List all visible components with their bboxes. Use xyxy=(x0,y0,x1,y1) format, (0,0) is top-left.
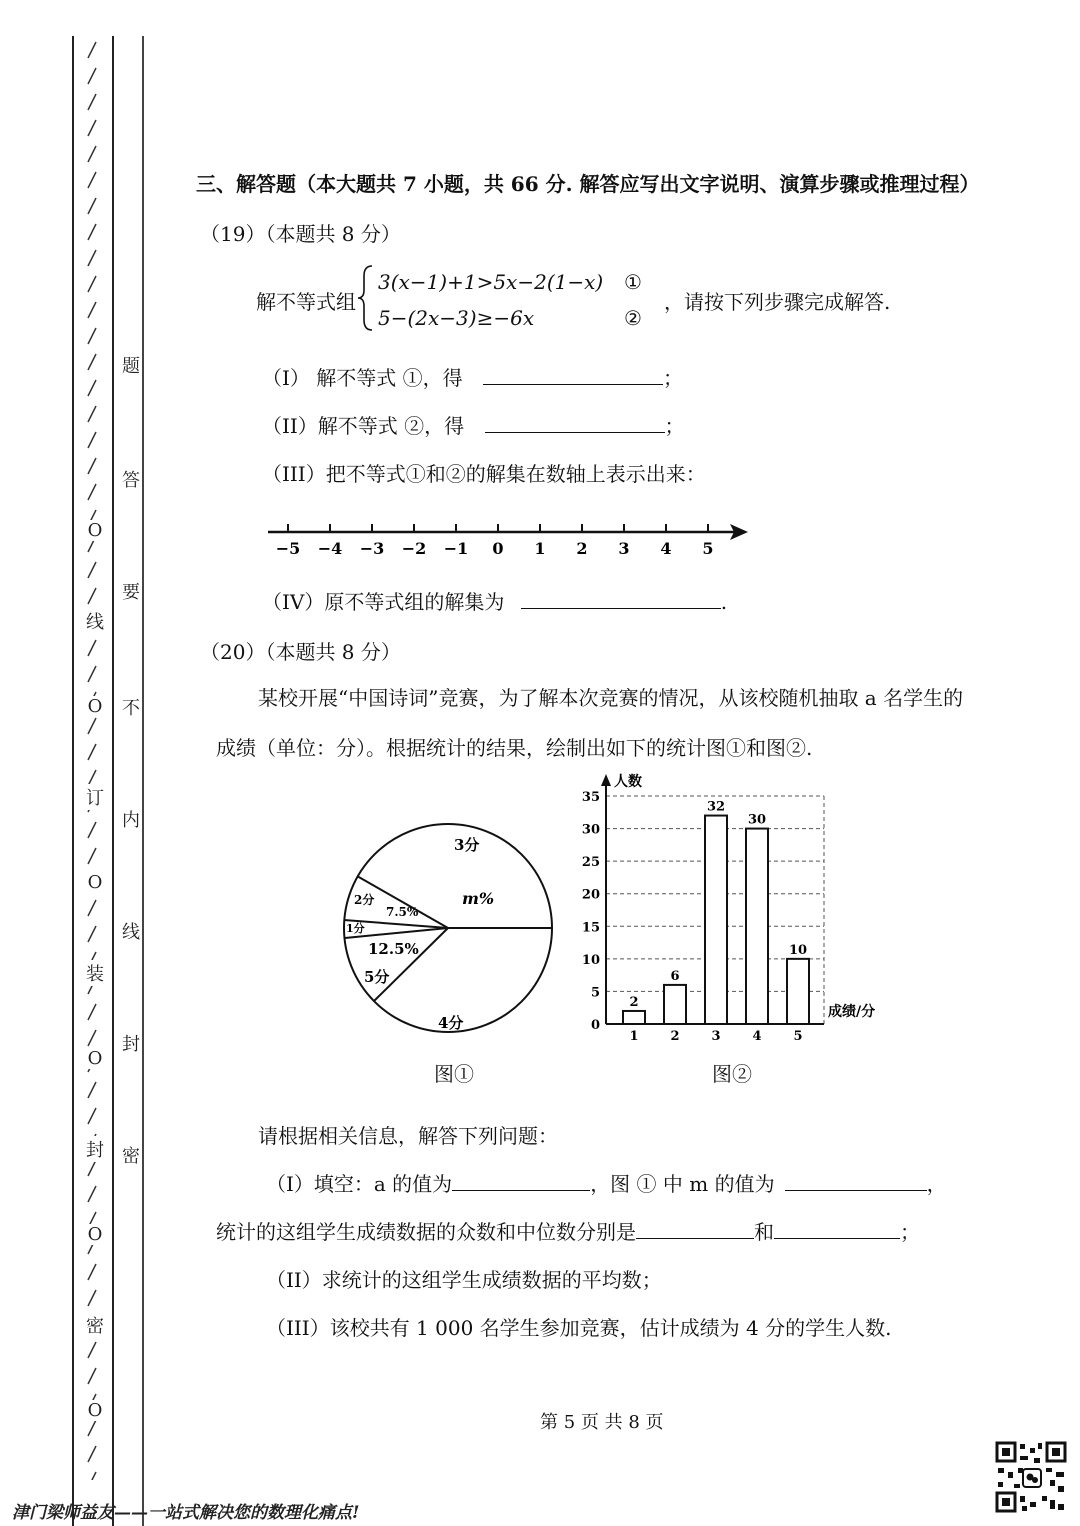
number-line-label: −5 xyxy=(275,539,301,558)
binding-char: 密 xyxy=(80,1312,110,1338)
pie-label-2: 2分 xyxy=(354,893,375,907)
pie-value-2: 7.5% xyxy=(386,905,419,919)
q19-intro: 解不等式组 xyxy=(256,290,356,314)
inequality-2: 5−(2x−3)≥−6x xyxy=(378,306,535,330)
bar xyxy=(623,1011,645,1024)
y-tick-label: 20 xyxy=(581,887,600,903)
binding-inner-char: 要 xyxy=(122,582,140,603)
answer-blank-step1[interactable] xyxy=(483,384,663,385)
bar-chart xyxy=(570,770,900,1050)
qr-code-icon xyxy=(994,1440,1068,1514)
x-tick-label: 5 xyxy=(793,1029,803,1044)
binding-char: O xyxy=(80,1224,110,1245)
inequality-2-mark: ② xyxy=(624,306,642,330)
binding-char: 封 xyxy=(80,1136,110,1162)
page-number: 第 5 页 共 8 页 xyxy=(540,1412,664,1433)
binding-inner-char: 内 xyxy=(122,810,140,831)
bar xyxy=(705,816,727,1024)
footer-watermark: 津门梁师益友——一站式解决您的数理化痛点! xyxy=(12,1503,360,1523)
binding-inner-char: 不 xyxy=(122,698,140,719)
x-tick-label: 3 xyxy=(711,1029,721,1044)
part1-line2-b-text: 和 xyxy=(754,1220,774,1244)
part1-a-text: （I）填空：a 的值为 xyxy=(266,1172,453,1196)
x-tick-label: 4 xyxy=(752,1029,762,1044)
q19-step2-text: （II）解不等式 ②，得 xyxy=(262,414,465,438)
number-line-label: 0 xyxy=(492,539,504,558)
inequality-1-mark: ① xyxy=(624,270,642,294)
pie-chart xyxy=(330,808,570,1048)
number-line-label: 5 xyxy=(702,539,714,558)
binding-slashes xyxy=(74,40,112,1480)
binding-inner-char: 题 xyxy=(122,356,140,377)
q19-step1 xyxy=(262,362,683,391)
q20-part3: （III）该校共有 1 000 名学生参加竞赛，估计成绩为 4 分的学生人数. xyxy=(266,1316,892,1340)
section-title: 三、解答题（本大题共 7 小题，共 66 分. 解答应写出文字说明、演算步骤或推理过程） xyxy=(196,172,980,196)
number-line-label: −1 xyxy=(443,539,469,558)
number-line-label: −2 xyxy=(401,539,427,558)
y-tick-label: 25 xyxy=(581,855,600,871)
y-tick-label: 30 xyxy=(581,822,600,838)
q20-para2: 成绩（单位：分）。根据统计的结果，绘制出如下的统计图①和图②. xyxy=(216,736,813,760)
binding-char: O xyxy=(80,520,110,541)
q19-step2-end: ； xyxy=(664,414,685,438)
answer-blank-step4[interactable] xyxy=(521,608,721,609)
bar-value-label: 6 xyxy=(670,968,680,984)
binding-inner-char: 答 xyxy=(122,470,140,491)
y-tick-label: 5 xyxy=(590,985,600,1001)
q19-header: （19）（本题共 8 分） xyxy=(200,222,401,246)
bar xyxy=(746,829,768,1024)
inequality-1: 3(x−1)+1>5x−2(1−x) xyxy=(378,270,604,294)
y-tick-label: 0 xyxy=(590,1018,600,1033)
binding-char: O xyxy=(80,872,110,893)
number-line xyxy=(260,512,760,572)
q20-part1-line1 xyxy=(266,1168,947,1197)
number-line-label: 4 xyxy=(660,539,672,558)
y-tick-label: 10 xyxy=(581,952,600,968)
pie-value-3: m% xyxy=(462,889,495,908)
part1-line2-c-text: ； xyxy=(900,1220,920,1244)
q19-step2 xyxy=(262,410,685,439)
bar-value-label: 10 xyxy=(788,942,808,958)
pie-label-4: 4分 xyxy=(438,1014,464,1032)
binding-inner-char: 封 xyxy=(122,1034,140,1055)
q20-para1: 某校开展“中国诗词”竞赛，为了解本次竞赛的情况，从该校随机抽取 a 名学生的 xyxy=(258,686,964,710)
x-tick-label: 2 xyxy=(670,1029,680,1044)
part1-line2-a-text: 统计的这组学生成绩数据的众数和中位数分别是 xyxy=(216,1220,636,1244)
binding-char: 线 xyxy=(80,608,110,634)
binding-char: O xyxy=(80,1400,110,1421)
part1-b-text: ，图 ① 中 m 的值为 xyxy=(590,1172,775,1196)
bar-value-label: 2 xyxy=(629,994,639,1010)
x-axis-label: 成绩/分 xyxy=(828,1004,876,1020)
q19-step1-text: （I） 解不等式 ①，得 xyxy=(262,366,463,390)
binding-inner-char: 密 xyxy=(122,1146,140,1167)
pie-label-1: 1分 xyxy=(346,922,365,935)
bar-value-label: 30 xyxy=(747,812,767,828)
y-tick-label: 15 xyxy=(581,920,600,936)
x-tick-label: 1 xyxy=(629,1029,639,1044)
binding-char: 订 xyxy=(80,784,110,810)
q20-header: （20）（本题共 8 分） xyxy=(200,640,401,664)
answer-blank-step2[interactable] xyxy=(485,432,665,433)
q19-step4 xyxy=(262,586,727,615)
bar xyxy=(787,959,809,1024)
q19-step3: （III）把不等式①和②的解集在数轴上表示出来： xyxy=(262,462,706,486)
number-line-label: −4 xyxy=(317,539,343,558)
q19-suffix: ，请按下列步骤完成解答. xyxy=(664,290,891,314)
y-tick-label: 35 xyxy=(581,790,600,805)
binding-char: O xyxy=(80,1048,110,1069)
y-axis-label: 人数 xyxy=(614,774,642,790)
answer-blank-m[interactable] xyxy=(785,1190,927,1191)
y-axis-arrow-icon xyxy=(601,774,611,786)
fig1-caption: 图① xyxy=(434,1062,474,1086)
bar xyxy=(664,985,686,1024)
bar-value-label: 32 xyxy=(706,799,726,815)
answer-blank-a[interactable] xyxy=(452,1190,590,1191)
binding-inner-char: 线 xyxy=(122,922,140,943)
number-line-label: 1 xyxy=(534,539,546,558)
answer-blank-median[interactable] xyxy=(774,1238,900,1239)
binding-char: 装 xyxy=(80,960,110,986)
q20-part1-line2 xyxy=(216,1216,920,1245)
fig2-caption: 图② xyxy=(712,1062,752,1086)
q20-prompt: 请根据相关信息，解答下列问题： xyxy=(258,1124,558,1148)
part1-c-text: ， xyxy=(926,1172,947,1196)
number-line-label: −3 xyxy=(359,539,385,558)
q19-step4-text: （IV）原不等式组的解集为 xyxy=(262,590,505,614)
answer-blank-mode[interactable] xyxy=(636,1238,754,1239)
system-brace xyxy=(356,262,376,334)
number-line-label: 3 xyxy=(618,539,630,558)
pie-label-3: 3分 xyxy=(454,836,480,854)
pie-label-5: 5分 xyxy=(364,968,390,986)
pie-value-5: 12.5% xyxy=(368,940,419,958)
q20-part2: （II）求统计的这组学生成绩数据的平均数； xyxy=(266,1268,662,1292)
q19-step1-end: ； xyxy=(662,366,683,390)
number-line-label: 2 xyxy=(576,539,588,558)
q19-step4-end: . xyxy=(720,590,728,614)
binding-char: O xyxy=(80,696,110,717)
